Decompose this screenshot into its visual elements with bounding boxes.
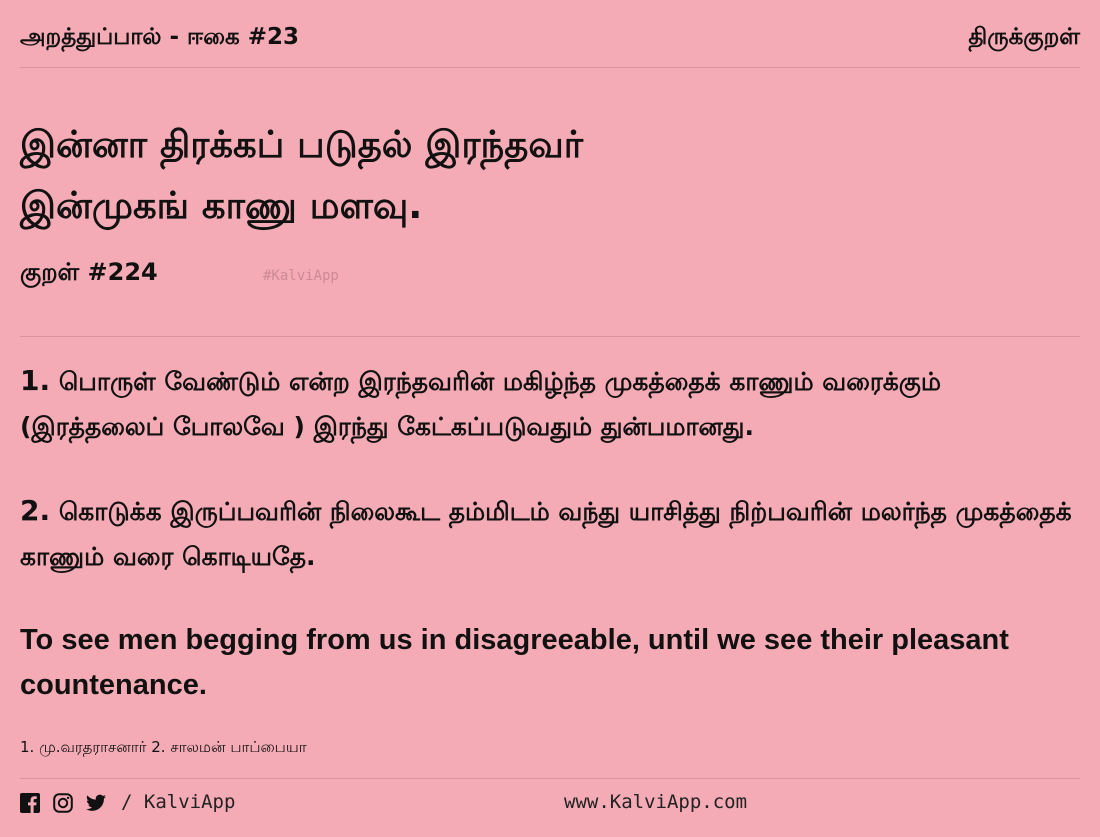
- authors-note: 1. மு.வரதராசனார் 2. சாலமன் பாப்பையா: [20, 738, 307, 756]
- footer: [20, 788, 1080, 818]
- explanation-2-number: 2.: [20, 494, 51, 527]
- section-title: அறத்துப்பால் - ஈகை #23: [20, 24, 300, 50]
- hashtag-watermark: #KalviApp: [263, 268, 339, 284]
- explanation-1-text: பொருள் வேண்டும் என்ற இரந்தவரின் மகிழ்ந்த முகத்தைக் காணும் வரைக்கும் (இரத்தலைப் போலவே ) இரந்து கேட்கப்படுவதும் துன்பமானது.: [20, 367, 941, 441]
- kural-verse: [20, 114, 1080, 236]
- twitter-icon[interactable]: [86, 793, 106, 813]
- book-title: திருக்குறள்: [968, 24, 1080, 50]
- facebook-icon[interactable]: [20, 793, 40, 813]
- explanation-1: [20, 358, 1080, 449]
- explanation-2-text: கொடுக்க இருப்பவரின் நிலைகூட தம்மிடம் வந்து யாசித்து நிற்பவரின் மலர்ந்த முகத்தைக் காணும் வரை கொடியதே.: [20, 497, 1072, 571]
- english-translation: To see men begging from us in disagreeable, until we see their pleasant countenance.: [20, 624, 1009, 701]
- instagram-icon[interactable]: [53, 793, 73, 813]
- explanation-2: [20, 488, 1080, 579]
- kural-line-1: இன்னா திரக்கப் படுதல் இரந்தவர்: [20, 123, 584, 166]
- explanation-1-number: 1.: [20, 364, 51, 397]
- divider-top: [20, 336, 1080, 337]
- header: [20, 24, 1080, 68]
- divider-bottom: [20, 778, 1080, 779]
- kural-line-2: இன்முகங் காணு மளவு.: [20, 184, 423, 227]
- social-icons: [20, 793, 119, 813]
- footer-handle[interactable]: / KalviApp: [121, 791, 236, 813]
- website-link[interactable]: www.KalviApp.com: [564, 791, 748, 813]
- kural-number: குறள் #224: [20, 258, 158, 286]
